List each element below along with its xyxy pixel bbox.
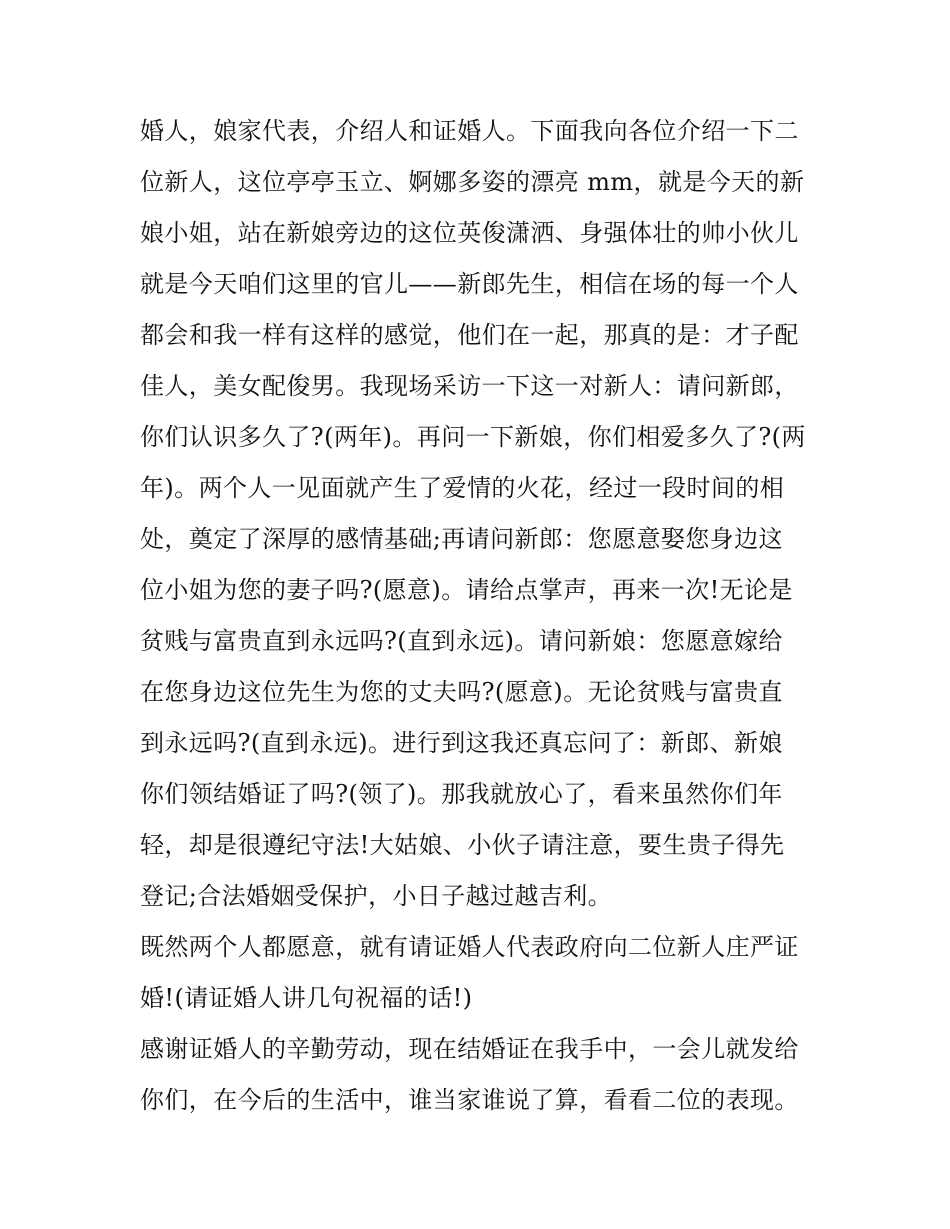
text-line: 佳人，美女配俊男。我现场采访一下这一对新人：请问新郎，	[140, 372, 799, 400]
text-line: 轻，却是很遵纪守法!大姑娘、小伙子请注意，要生贵子得先	[140, 831, 785, 859]
text-line: 既然两个人都愿意，就有请证婚人代表政府向二位新人庄严证	[140, 933, 799, 961]
text-line: 在您身边这位先生为您的丈夫吗?(愿意)。无论贫贱与富贵直	[140, 678, 783, 706]
text-line: 都会和我一样有这样的感觉，他们在一起，那真的是：才子配	[140, 321, 799, 349]
text-line: 贫贱与富贵直到永远吗?(直到永远)。请问新娘：您愿意嫁给	[140, 627, 783, 655]
text-line: 你们，在今后的生活中，谁当家谁说了算，看看二位的表现。	[140, 1086, 799, 1114]
text-line: 处，奠定了深厚的感情基础;再请问新郎：您愿意娶您身边这	[140, 525, 783, 553]
text-line: 年)。两个人一见面就产生了爱情的火花，经过一段时间的相	[140, 474, 785, 502]
text-line: 位小姐为您的妻子吗?(愿意)。请给点掌声，再来一次!无论是	[140, 576, 793, 604]
text-line: 就是今天咱们这里的官儿——新郎先生，相信在场的每一个人	[140, 270, 799, 298]
text-line: 娘小姐，站在新娘旁边的这位英俊潇洒、身强体壮的帅小伙儿	[140, 219, 799, 247]
text-line: 你们认识多久了?(两年)。再问一下新娘，你们相爱多久了?(两	[140, 423, 806, 451]
text-line: 登记;合法婚姻受保护，小日子越过越吉利。	[140, 882, 613, 910]
text-line: 感谢证婚人的辛勤劳动，现在结婚证在我手中，一会儿就发给	[140, 1035, 799, 1063]
text-line: 婚!(请证婚人讲几句祝福的话!)	[140, 984, 473, 1012]
text-line: 婚人，娘家代表，介绍人和证婚人。下面我向各位介绍一下二	[140, 117, 799, 145]
text-line: 位新人，这位亭亭玉立、婀娜多姿的漂亮 mm，就是今天的新	[140, 168, 805, 196]
text-line: 你们领结婚证了吗?(领了)。那我就放心了，看来虽然你们年	[140, 780, 783, 808]
document-body	[140, 106, 820, 1126]
text-line: 到永远吗?(直到永远)。进行到这我还真忘问了：新郎、新娘	[140, 729, 783, 757]
